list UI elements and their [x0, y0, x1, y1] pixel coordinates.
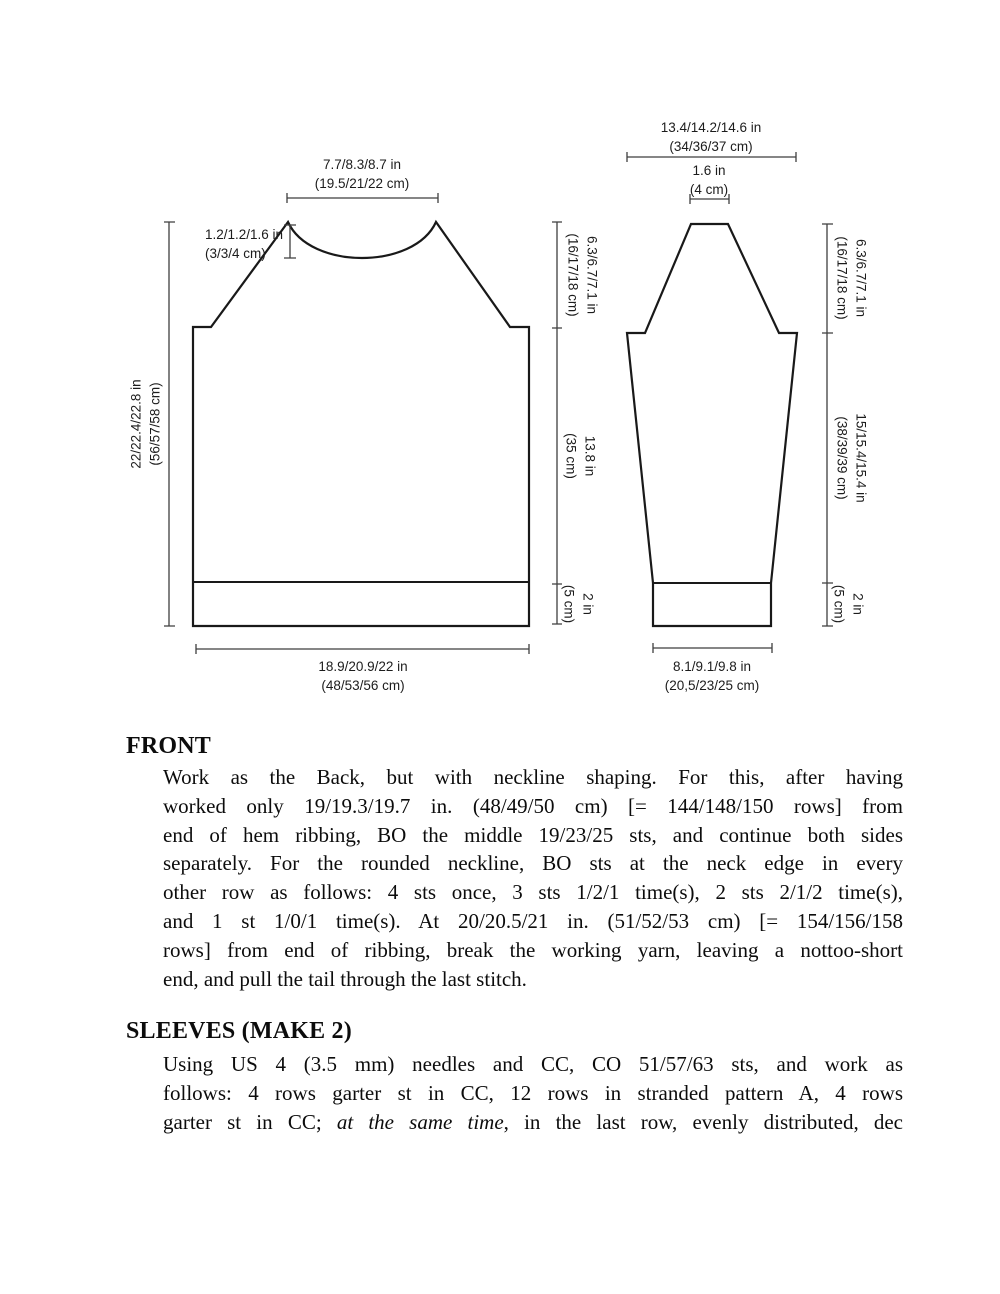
front-section-heading: FRONT: [126, 733, 211, 759]
sleeve-cap-height-label: [833, 236, 870, 319]
body-height-label: [562, 433, 599, 479]
front-paragraph-line: rows] from end of ribbing, break the working yarn, leaving a nottoo-short: [163, 937, 903, 962]
body-neck-depth-label: [205, 226, 283, 263]
measurement-in: 15/15.4/15.4 in: [853, 413, 869, 503]
front-paragraph-line: separately. For the rounded neckline, BO sts at the neck edge in every: [163, 851, 903, 876]
measurement-in: 6.3/6.7/7.1 in: [853, 238, 869, 318]
measurement-cm: (20,5/23/25 cm): [664, 677, 760, 693]
front-paragraph: [163, 763, 903, 993]
measurement-cm: (38/39/39 cm): [835, 416, 850, 500]
measurement-cm: (48/53/56 cm): [321, 677, 405, 693]
sleeves-paragraph: [163, 1050, 903, 1136]
front-paragraph-line: and 1 st 1/0/1 time(s). At 20/20.5/21 in. (51/52/53 cm) [= 154/156/158: [163, 908, 903, 933]
sleeves-paragraph-line: [163, 1108, 903, 1137]
sleeve-top-width-label: [661, 119, 762, 156]
body-rib-height-label: [560, 585, 597, 623]
measurement-in: 1.2/1.2/1.6 in: [205, 227, 284, 242]
sleeve-arm-height-label: [833, 413, 870, 502]
front-paragraph-line: other row as follows: 4 sts once, 3 sts 1/2/1 time(s), 2 sts 2/1/2 time(s),: [163, 880, 903, 905]
measurement-cm: (4 cm): [689, 181, 729, 197]
body-total-height-dimension-line: [164, 222, 175, 626]
front-paragraph-line: Work as the Back, but with neckline shaping. For this, after having: [163, 765, 903, 789]
body-right-segments-dimension-line: [552, 222, 562, 624]
measurement-in: 6.3/6.7/7.1 in: [584, 235, 600, 315]
measurement-cm: (16/17/18 cm): [566, 233, 581, 317]
sleeve-outline: [627, 224, 797, 626]
body-outline: [193, 222, 529, 626]
sleeve-right-segments-dimension-line: [822, 224, 833, 626]
body-raglan-height-label: [564, 233, 601, 316]
measurement-cm: (16/17/18 cm): [835, 236, 850, 320]
body-bottom-width-label: [318, 658, 407, 695]
measurement-cm: (56/57/58 cm): [147, 382, 162, 466]
body-neck-width-label: [315, 156, 410, 193]
measurement-cm: (3/3/4 cm): [205, 245, 266, 261]
sleeve-bottom-width-dimension-line: [653, 643, 772, 653]
sleeves-section-heading: SLEEVES (MAKE 2): [126, 1018, 352, 1044]
measurement-in: 18.9/20.9/22 in: [318, 659, 408, 674]
body-bottom-width-dimension-line: [196, 644, 529, 654]
measurement-cm: (19.5/21/22 cm): [314, 175, 410, 191]
body-total-height-label: [128, 379, 165, 468]
measurement-in: 1.6 in: [692, 163, 726, 178]
measurement-cm: (5 cm): [832, 584, 847, 624]
sleeve-rib-height-label: [830, 585, 867, 623]
measurement-in: 8.1/9.1/9.8 in: [672, 659, 752, 674]
text-segment-italic: at the same time: [336, 1109, 504, 1134]
body-neck-depth-dimension-line: [284, 225, 296, 258]
measurement-in: 13.8 in: [582, 435, 598, 477]
sleeves-paragraph-line: follows: 4 rows garter st in CC, 12 rows in stranded pattern A, 4 rows: [163, 1080, 903, 1105]
text-segment: , in the last row, evenly distributed, dec: [503, 1109, 904, 1134]
measurement-in: 7.7/8.3/8.7 in: [322, 157, 402, 172]
measurement-in: 2 in: [850, 593, 866, 615]
body-neck-width-dimension-line: [287, 193, 438, 203]
measurement-in: 13.4/14.2/14.6 in: [660, 120, 762, 135]
measurement-in: 2 in: [580, 593, 596, 615]
front-paragraph-line: end, and pull the tail through the last stitch.: [163, 966, 527, 991]
sleeve-cap-width-label: [690, 162, 728, 199]
measurement-cm: (35 cm): [564, 433, 579, 479]
front-paragraph-line: end of hem ribbing, BO the middle 19/23/25 sts, and continue both sides: [163, 822, 903, 847]
measurement-in: 22/22.4/22.8 in: [128, 379, 144, 469]
sleeve-bottom-width-label: [665, 658, 760, 695]
text-segment: garter st in CC;: [163, 1109, 337, 1134]
measurement-cm: (34/36/37 cm): [669, 138, 753, 154]
front-paragraph-line: worked only 19/19.3/19.7 in. (48/49/50 cm) [= 144/148/150 rows] from: [163, 793, 903, 818]
measurement-cm: (5 cm): [562, 584, 577, 624]
sleeves-paragraph-line: Using US 4 (3.5 mm) needles and CC, CO 51/57/63 sts, and work as: [163, 1052, 903, 1076]
